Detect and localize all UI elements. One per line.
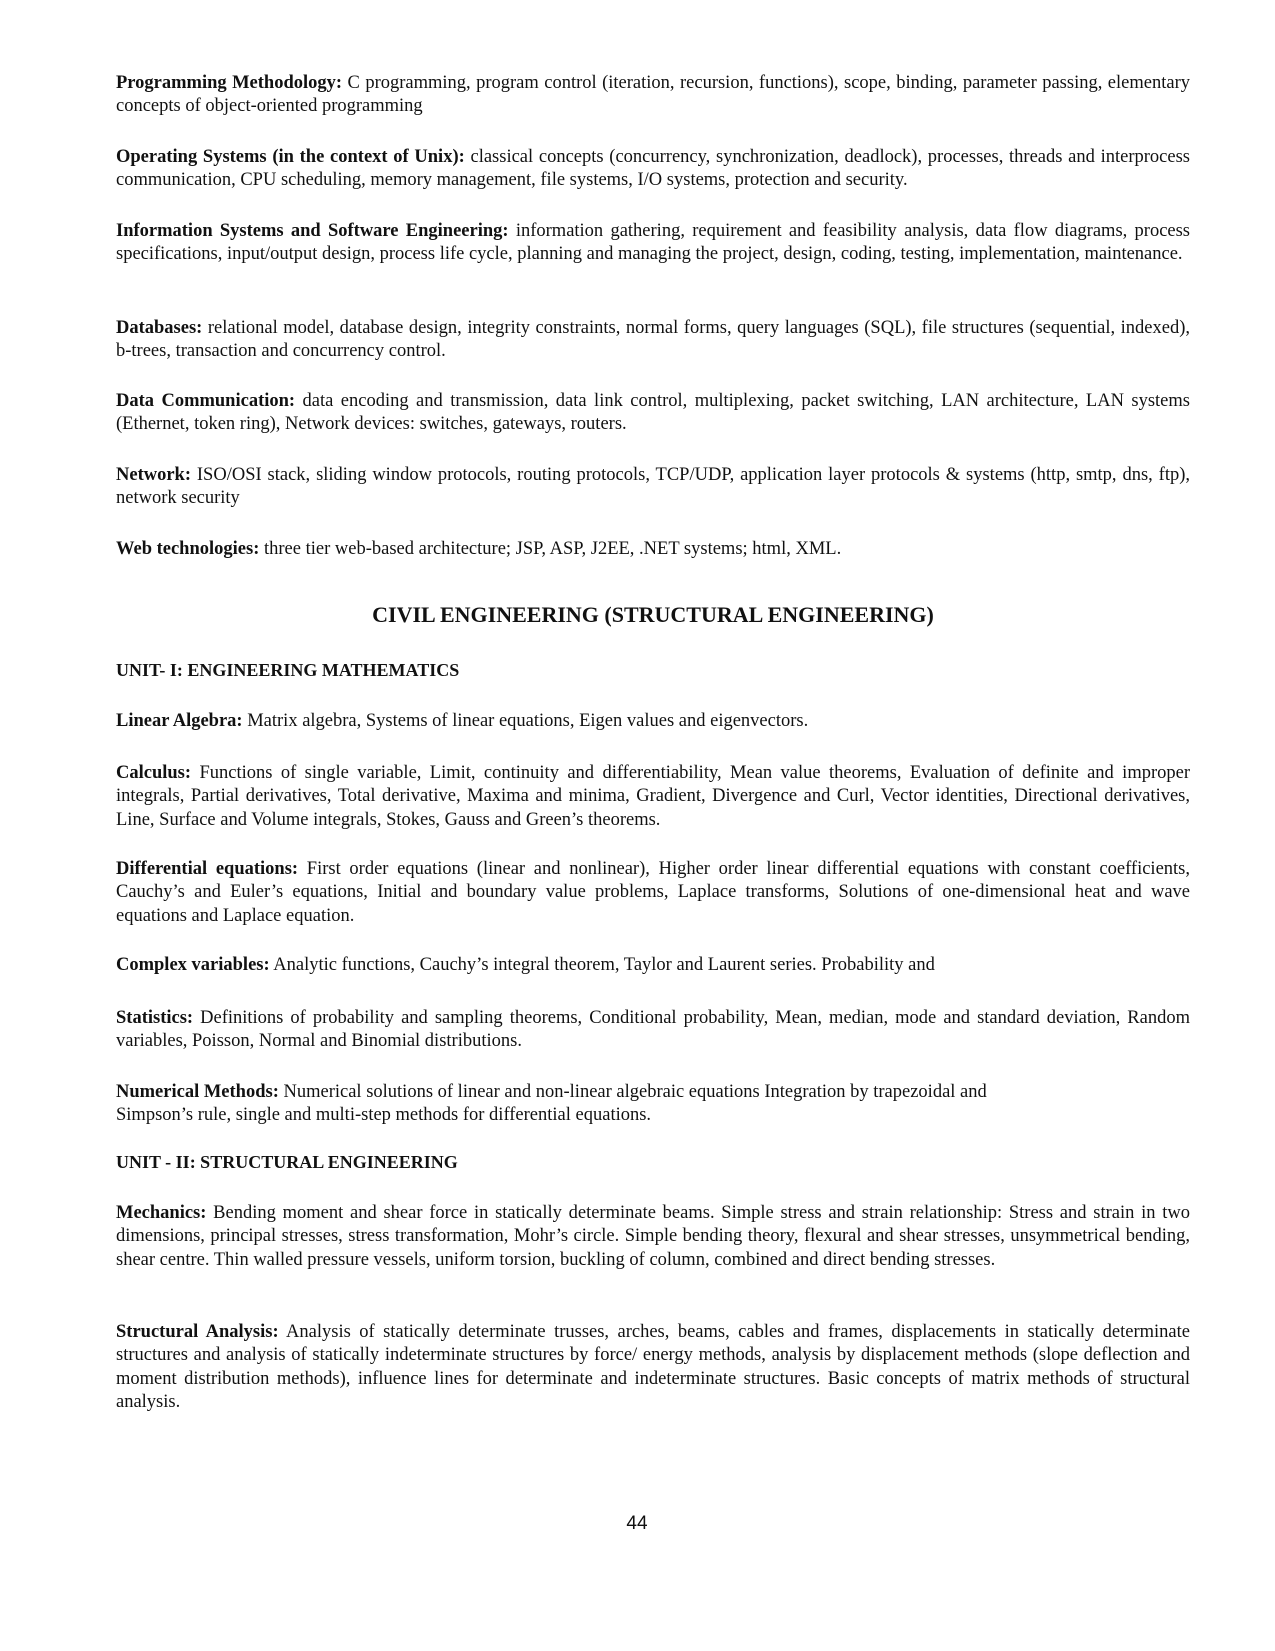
section-text: ISO/OSI stack, sliding window protocols, routing protocols, TCP/UDP, application layer protocols & systems (http, smtp, dns, ftp), network security: [116, 465, 1190, 509]
section-mechanics: [116, 1202, 1190, 1272]
section-text: three tier web-based architecture; JSP, ASP, J2EE, .NET systems; html, XML.: [259, 539, 842, 559]
unit-1-heading: UNIT- I: ENGINEERING MATHEMATICS: [116, 660, 460, 680]
section-term: Programming Methodology:: [116, 73, 343, 93]
section-term: Linear Algebra:: [116, 711, 243, 731]
section-term: Web technologies:: [116, 539, 260, 559]
section-term: Complex variables:: [116, 955, 270, 975]
section-web-technologies: [116, 538, 1190, 561]
section-network: [116, 464, 1190, 511]
section-term: Calculus:: [116, 763, 192, 783]
section-structural-analysis: [116, 1321, 1190, 1415]
section-term: Network:: [116, 465, 192, 485]
main-heading: CIVIL ENGINEERING (STRUCTURAL ENGINEERING): [372, 602, 934, 627]
section-programming-methodology: [116, 72, 1190, 119]
section-text: information gathering, requirement and feasibility analysis, data flow diagrams, process specifications, input/output design, process life cycle, planning and managing the project, design, coding, testing, implementation, maintenance.: [116, 221, 1191, 265]
section-text: C programming, program control (iteration, recursion, functions), scope, binding, parameter passing, elementary concepts of object-oriented programming: [116, 73, 1190, 117]
section-text: data encoding and transmission, data link control, multiplexing, packet switching, LAN architecture, LAN systems (Ethernet, token ring), Network devices: switches, gateways, routers.: [116, 391, 1190, 435]
section-complex-variables: [116, 954, 1190, 977]
section-text: Matrix algebra, Systems of linear equations, Eigen values and eigenvectors.: [242, 711, 809, 731]
section-text-continued: Simpson’s rule, single and multi-step methods for differential equations.: [116, 1105, 652, 1126]
page-number: 44: [626, 1513, 648, 1534]
section-term: Information Systems and Software Engineering:: [116, 221, 509, 241]
section-term: Numerical Methods:: [116, 1082, 279, 1102]
section-databases: [116, 317, 1190, 364]
section-term: Operating Systems (in the context of Unix):: [116, 147, 465, 167]
section-text: Definitions of probability and sampling theorems, Conditional probability, Mean, median, mode and standard deviation, Random variables, Poisson, Normal and Binomial distributions.: [116, 1008, 1190, 1052]
section-linear-algebra: [116, 710, 1190, 733]
section-text: Analysis of statically determinate trusses, arches, beams, cables and frames, displacements in statically determinate structures and analysis of statically indeterminate structures by force/ energy methods, analysis by displacement methods (slope deflection and moment distribution methods), influence lines for determinate and indeterminate structures. Basic concepts of matrix methods of structural analysis.: [116, 1322, 1190, 1413]
section-term: Data Communication:: [116, 391, 296, 411]
section-term: Differential equations:: [116, 859, 299, 879]
section-text: Numerical solutions of linear and non-linear algebraic equations Integration by trapezoidal and: [278, 1082, 987, 1102]
section-term: Mechanics:: [116, 1203, 207, 1223]
section-differential-equations: [116, 858, 1190, 928]
section-term: Statistics:: [116, 1008, 194, 1028]
unit-2-heading: UNIT - II: STRUCTURAL ENGINEERING: [116, 1152, 458, 1172]
section-data-communication: [116, 390, 1190, 437]
section-text: classical concepts (concurrency, synchronization, deadlock), processes, threads and interprocess communication, CPU scheduling, memory management, file systems, I/O systems, protection and security.: [116, 147, 1190, 191]
section-text: Analytic functions, Cauchy’s integral theorem, Taylor and Laurent series. Probability and: [269, 955, 935, 975]
section-text: First order equations (linear and nonlinear), Higher order linear differential equations with constant coefficients, Cauchy’s and Euler’s equations, Initial and boundary value problems, Laplace transforms, Solutions of one-dimensional heat and wave equations and Laplace equation.: [116, 859, 1190, 926]
section-numerical-methods: [116, 1081, 1190, 1128]
section-text: Functions of single variable, Limit, continuity and differentiability, Mean value theorems, Evaluation of definite and improper integrals, Partial derivatives, Total derivative, Maxima and minima, Gradient, Divergence and Curl, Vector identities, Directional derivatives, Line, Surface and Volume integrals, Stokes, Gauss and Green’s theorems.: [116, 763, 1190, 830]
section-text: relational model, database design, integrity constraints, normal forms, query languages (SQL), file structures (sequential, indexed), b-trees, transaction and concurrency control.: [116, 318, 1190, 362]
section-term: Structural Analysis:: [116, 1322, 279, 1342]
section-term: Databases:: [116, 318, 203, 338]
section-statistics: [116, 1007, 1190, 1054]
section-operating-systems: [116, 146, 1190, 193]
section-text: Bending moment and shear force in statically determinate beams. Simple stress and strain relationship: Stress and strain in two dimensions, principal stresses, stress transformation, Mohr’s circle. Simple bending theory, flexural and shear stresses, unsymmetrical bending, shear centre. Thin walled pressure vessels, uniform torsion, buckling of column, combined and direct bending stresses.: [116, 1203, 1190, 1270]
section-information-systems: [116, 220, 1190, 267]
section-calculus: [116, 762, 1190, 832]
